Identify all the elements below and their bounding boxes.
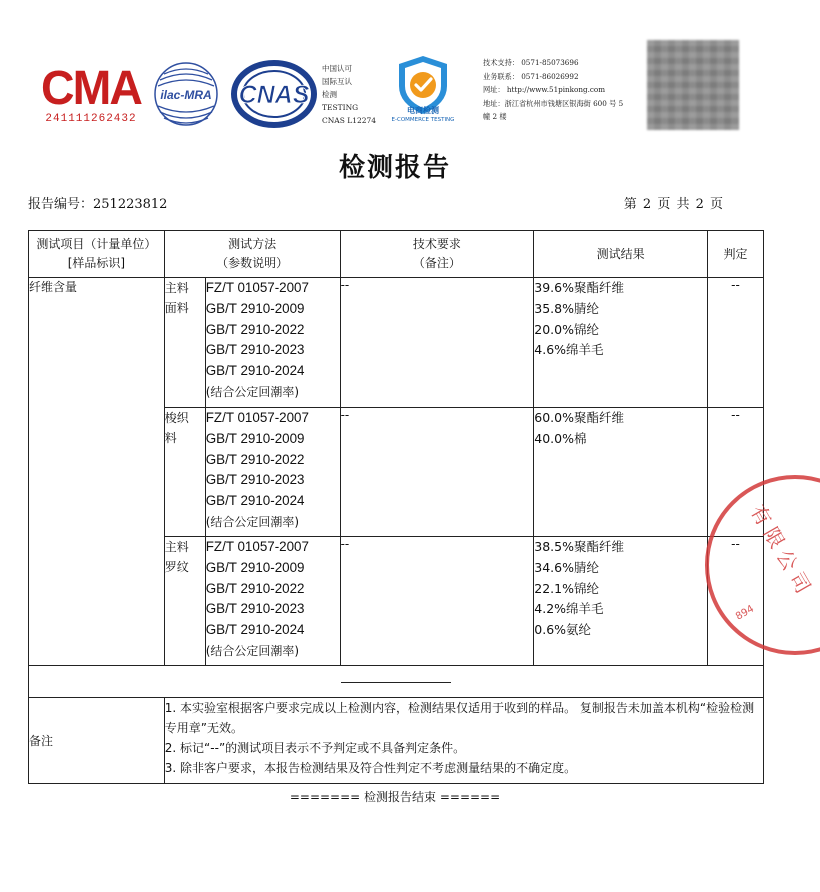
cert-line: TESTING <box>322 103 359 112</box>
header-text: [样品标识] <box>67 256 126 270</box>
method-line: GB/T 2910-2022 <box>205 580 305 596</box>
sample-label: 面料 <box>164 301 189 315</box>
blurred-qr-code <box>647 40 739 130</box>
notes-row <box>29 698 764 784</box>
notes-cell <box>164 698 763 784</box>
contact-line: 网址： http://www.51pinkong.com <box>483 85 606 94</box>
sample-label-cell <box>164 408 205 537</box>
cert-line: CNAS L12274 <box>322 116 377 125</box>
result-line: 0.6%氨纶 <box>534 622 592 638</box>
seal-text: 有限公司 <box>745 500 819 603</box>
result-line: 4.6%绵羊毛 <box>534 342 604 358</box>
test-results-table <box>28 230 764 784</box>
method-line: GB/T 2910-2009 <box>205 430 305 446</box>
cnas-logo <box>230 60 318 128</box>
sample-label-cell <box>164 278 205 408</box>
page-indicator: 第 2 页 共 2 页 <box>623 197 724 212</box>
method-note: (结合公定回潮率) <box>205 384 300 399</box>
table-row <box>29 278 764 408</box>
report-number: 报告编号：251223812 <box>28 197 168 212</box>
cma-number: 241111262432 <box>45 113 137 125</box>
sample-label: 料 <box>164 431 177 445</box>
note-line: 3. 除非客户要求，本报告检测结果及符合性判定不考虑测量结果的不确定度。 <box>164 761 577 775</box>
method-cell <box>205 278 340 408</box>
col-header-item <box>29 231 165 278</box>
verdict-cell: -- <box>708 278 764 408</box>
method-cell <box>205 408 340 537</box>
sample-label: 主料 <box>164 281 189 295</box>
sample-label: 主料 <box>164 540 189 554</box>
cnas-logo-text: CNAS <box>238 81 310 109</box>
table-header-row <box>29 231 764 278</box>
header-text: （参数说明） <box>216 256 289 270</box>
result-line: 20.0%锦纶 <box>534 321 599 337</box>
result-line: 35.8%腈纶 <box>534 300 599 316</box>
result-line: 60.0%聚酯纤维 <box>534 410 624 425</box>
col-header-method <box>164 231 340 278</box>
method-line: GB/T 2910-2023 <box>205 472 305 488</box>
method-line: GB/T 2910-2009 <box>205 559 305 575</box>
cnas-cert-text <box>322 62 376 127</box>
method-line: FZ/T 01057-2007 <box>205 280 309 295</box>
cert-line: 中国认可 <box>322 64 352 73</box>
cma-logo-text: CMA <box>41 62 143 115</box>
requirement-cell: -- <box>340 537 534 666</box>
header-text: 测试项目（计量单位） <box>36 237 157 251</box>
separator-line <box>341 682 451 683</box>
header-text: 测试方法 <box>228 237 277 251</box>
separator-cell <box>29 666 764 698</box>
note-line: 2. 标记“--”的测试项目表示不予判定或不具备判定条件。 <box>164 741 466 755</box>
sample-label: 罗纹 <box>164 560 189 574</box>
contact-line: 技术支持： 0571-85073696 <box>483 58 579 67</box>
method-line: GB/T 2910-2024 <box>205 363 305 379</box>
method-cell <box>205 537 340 666</box>
ilac-logo-text: ilac-MRA <box>160 88 212 102</box>
contact-block <box>483 56 648 124</box>
method-line: GB/T 2910-2023 <box>205 601 305 617</box>
method-line: GB/T 2910-2022 <box>205 321 305 337</box>
header-text: （备注） <box>412 256 461 270</box>
method-line: FZ/T 01057-2007 <box>205 539 309 554</box>
col-header-verdict: 判定 <box>708 231 764 278</box>
requirement-cell: -- <box>340 408 534 537</box>
method-line: GB/T 2910-2023 <box>205 342 305 358</box>
method-line: FZ/T 01057-2007 <box>205 410 309 425</box>
result-line: 40.0%棉 <box>534 430 587 446</box>
result-line: 34.6%腈纶 <box>534 559 599 575</box>
seal-digits: 894 <box>734 603 757 623</box>
separator-row <box>29 666 764 698</box>
col-header-requirement <box>340 231 534 278</box>
note-line: 1. 本实验室根据客户要求完成以上检测内容，检测结果仅适用于收到的样品。 复制报告未加盖本机构“检验检测专用章”无效。 <box>164 701 755 735</box>
sample-label: 梭织 <box>164 411 189 425</box>
ecommerce-testing-sub: E-COMMERCE TESTING <box>391 117 455 123</box>
method-note: (结合公定回潮率) <box>205 643 300 658</box>
report-end-marker: ======= 检测报告结束 ====== <box>289 790 501 804</box>
method-note: (结合公定回潮率) <box>205 514 300 529</box>
result-line: 38.5%聚酯纤维 <box>534 539 624 554</box>
result-line: 22.1%锦纶 <box>534 580 599 596</box>
verdict-cell: -- <box>708 408 764 537</box>
method-line: GB/T 2910-2024 <box>205 493 305 509</box>
method-line: GB/T 2910-2024 <box>205 622 305 638</box>
ecommerce-testing-label: 电商检测 <box>407 106 439 115</box>
method-line: GB/T 2910-2022 <box>205 451 305 467</box>
col-header-result: 测试结果 <box>534 231 708 278</box>
contact-line: 地址：浙江省杭州市钱塘区银海街 600 号 5 <box>483 98 624 108</box>
result-line: 39.6%聚酯纤维 <box>534 280 624 295</box>
test-item-cell: 纤维含量 <box>29 278 165 666</box>
ilac-mra-logo <box>152 60 220 128</box>
method-line: GB/T 2910-2009 <box>205 300 305 316</box>
result-cell <box>534 278 708 408</box>
requirement-cell: -- <box>340 278 534 408</box>
result-line: 4.2%绵羊毛 <box>534 601 604 617</box>
sample-label-cell <box>164 537 205 666</box>
contact-line: 幢 2 楼 <box>483 112 507 121</box>
verdict-cell: -- <box>708 537 764 666</box>
cert-line: 国际互认 <box>322 77 352 86</box>
header-text: 技术要求 <box>412 237 461 251</box>
report-title: 检测报告 <box>338 153 451 183</box>
result-cell <box>534 408 708 537</box>
cert-line: 检测 <box>322 90 337 99</box>
contact-line: 业务联系： 0571-86026992 <box>483 71 579 81</box>
notes-label-cell: 备注 <box>29 698 165 784</box>
result-cell <box>534 537 708 666</box>
